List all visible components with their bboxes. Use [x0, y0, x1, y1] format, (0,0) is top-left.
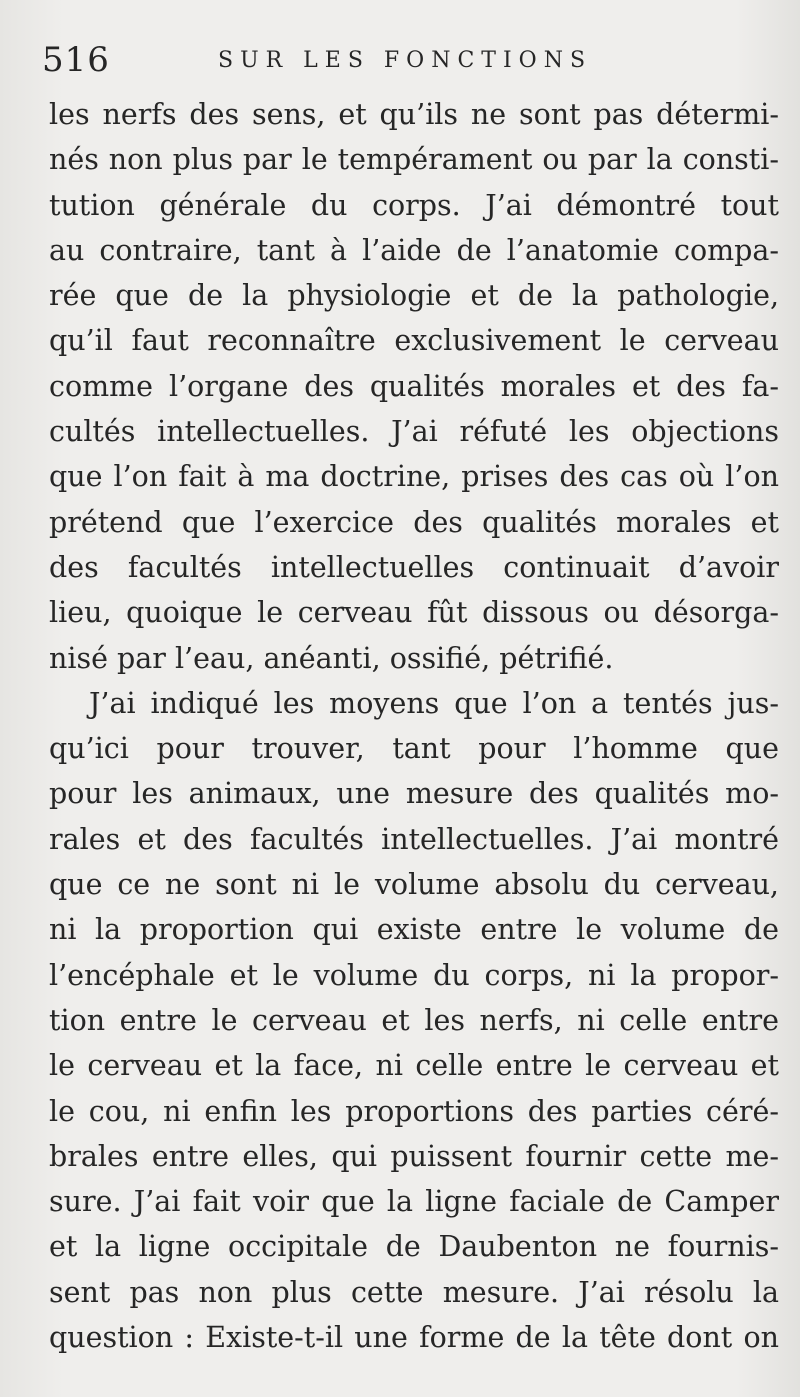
text-line: question : Existe-t-il une forme de la tête dont on [49, 1321, 779, 1355]
text-line: J’ai indiqué les moyens que l’on a tentés jus- [89, 686, 779, 720]
text-line: au contraire, tant à l’aide de l’anatomie compa- [49, 233, 779, 267]
running-head: SUR LES FONCTIONS [218, 48, 593, 73]
text-line: sure. J’ai fait voir que la ligne faciale de Camper [49, 1185, 779, 1219]
text-line: des facultés intellectuelles continuait d’avoir [49, 550, 779, 584]
text-line: sent pas non plus cette mesure. J’ai résolu la [49, 1275, 779, 1309]
text-line: et la ligne occipitale de Daubenton ne fournis- [49, 1230, 779, 1264]
text-line: que l’on fait à ma doctrine, prises des cas où l’on [49, 460, 779, 494]
text-line: pour les animaux, une mesure des qualités mo- [49, 777, 779, 811]
text-line: rales et des facultés intellectuelles. J’ai montré [49, 822, 779, 856]
text-line: nisé par l’eau, anéanti, ossifié, pétrifié. [49, 641, 614, 675]
page-header [42, 38, 782, 82]
text-line: le cou, ni enfin les proportions des parties céré- [49, 1094, 779, 1128]
text-line: que ce ne sont ni le volume absolu du cerveau, [49, 868, 779, 902]
text-line: tution générale du corps. J’ai démontré tout [49, 188, 779, 222]
text-line: cultés intellectuelles. J’ai réfuté les objections [49, 415, 779, 449]
page-number: 516 [42, 40, 110, 80]
text-line: ni la proportion qui existe entre le volume de [49, 913, 779, 947]
text-line: lieu, quoique le cerveau fût dissous ou désorga- [49, 596, 779, 630]
text-line: prétend que l’exercice des qualités morales et [49, 505, 779, 539]
text-line: l’encéphale et le volume du corps, ni la propor- [49, 958, 779, 992]
paragraph-2 [49, 681, 779, 1360]
text-line: le cerveau et la face, ni celle entre le cerveau et [49, 1049, 779, 1083]
text-line: brales entre elles, qui puissent fournir cette me- [49, 1139, 779, 1173]
text-line: rée que de la physiologie et de la pathologie, [49, 279, 779, 313]
text-line: tion entre le cerveau et les nerfs, ni celle entre [49, 1003, 779, 1037]
text-line: qu’il faut reconnaître exclusivement le cerveau [49, 324, 779, 358]
body-text [49, 92, 779, 1360]
text-line: nés non plus par le tempérament ou par la consti- [49, 143, 779, 177]
text-line: qu’ici pour trouver, tant pour l’homme que [49, 732, 779, 766]
text-line: les nerfs des sens, et qu’ils ne sont pas détermi- [49, 98, 779, 131]
text-line: comme l’organe des qualités morales et des fa- [49, 369, 779, 403]
paragraph-1 [49, 92, 779, 681]
